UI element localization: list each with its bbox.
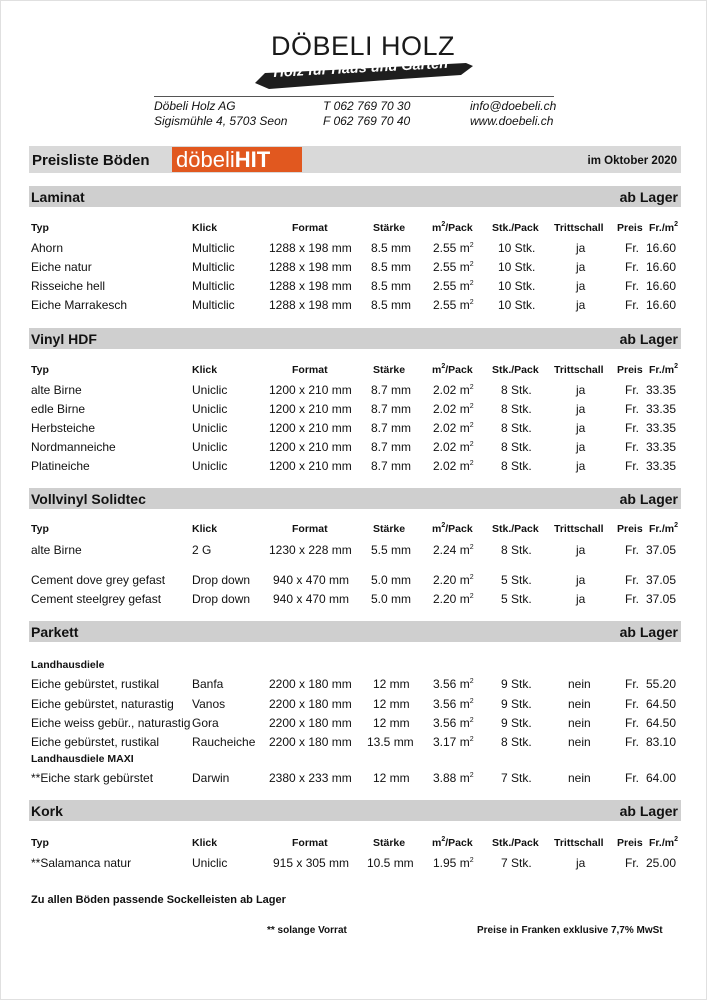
table-header-row	[1, 364, 707, 380]
cell-m2-pack: 1.95 $m^2$	[433, 856, 474, 870]
table-row	[1, 771, 707, 787]
cell-format: 940 x 470 mm	[273, 592, 350, 606]
cell-klick: Banfa	[192, 677, 224, 691]
cell-price: 16.60	[646, 241, 677, 255]
cell-currency: Fr.	[625, 402, 639, 416]
table-header-row	[1, 222, 707, 238]
cell-format: 1200 x 210 mm	[269, 383, 352, 397]
cell-format: 1200 x 210 mm	[269, 459, 352, 473]
cell-staerke: 5.0 mm	[371, 573, 412, 587]
header-fr-m2: $Fr./m^2$	[649, 836, 678, 849]
cell-currency: Fr.	[625, 298, 639, 312]
cell-m2-pack: 2.02 $m^2$	[433, 383, 474, 397]
cell-klick: Uniclic	[192, 402, 228, 416]
cell-price: 33.35	[646, 459, 677, 473]
cell-currency: Fr.	[625, 383, 639, 397]
cell-m2-pack: 2.02 $m^2$	[433, 402, 474, 416]
cell-stk-pack: 10 Stk.	[498, 241, 536, 255]
header-typ: Typ	[31, 837, 49, 849]
section-availability: ab Lager	[619, 491, 678, 507]
cell-klick: Multiclic	[192, 298, 235, 312]
cell-trittschall: ja	[576, 402, 586, 416]
cell-m2-pack: 2.02 $m^2$	[433, 440, 474, 454]
cell-currency: Fr.	[625, 771, 639, 785]
cell-klick: Uniclic	[192, 440, 228, 454]
section-availability: ab Lager	[619, 189, 678, 205]
cell-staerke: 8.5 mm	[371, 260, 412, 274]
cell-m2-pack: 3.56 $m^2$	[433, 677, 474, 691]
cell-trittschall: ja	[576, 241, 586, 255]
header-trittschall: Trittschall	[554, 523, 604, 535]
company-web: www.doebeli.ch	[470, 114, 554, 128]
cell-m2-pack: 2.55 $m^2$	[433, 279, 474, 293]
cell-klick: Drop down	[192, 573, 251, 587]
cell-trittschall: ja	[576, 298, 586, 312]
cell-m2-sup: 2	[469, 460, 474, 467]
cell-m2-sup: 2	[469, 574, 474, 581]
section-title: Parkett	[31, 624, 79, 640]
header-stk-pack: Stk./Pack	[492, 837, 539, 849]
cell-m2-pack: 3.17 $m^2$	[433, 735, 474, 749]
cell-stk-pack: 10 Stk.	[498, 279, 536, 293]
cell-format: 1288 x 198 mm	[269, 260, 352, 274]
cell-stk-pack: 8 Stk.	[501, 735, 532, 749]
cell-trittschall: ja	[576, 279, 586, 293]
cell-typ: edle Birne	[31, 402, 86, 416]
cell-m2-sup: 2	[469, 772, 474, 779]
hit-logo-word: HIT	[234, 147, 271, 172]
cell-m2-sup: 2	[469, 717, 474, 724]
cell-stk-pack: 9 Stk.	[501, 677, 532, 691]
header-fr-sup: 2	[674, 522, 678, 529]
cell-stk-pack: 9 Stk.	[501, 716, 532, 730]
cell-price: 33.35	[646, 440, 677, 454]
cell-typ: Eiche gebürstet, naturastig	[31, 697, 174, 711]
header-staerke: Stärke	[373, 364, 406, 376]
table-row	[1, 677, 707, 693]
cell-staerke: 8.7 mm	[371, 440, 412, 454]
header-fr-m2: $Fr./m^2$	[649, 363, 678, 376]
cell-klick: Multiclic	[192, 260, 235, 274]
cell-m2-sup: 2	[469, 261, 474, 268]
table-header-row	[1, 837, 707, 853]
cell-staerke: 8.5 mm	[371, 298, 412, 312]
header-preis: Preis	[617, 222, 643, 234]
footer-note-mwst: Preise in Franken exklusive 7,7% MwSt	[477, 925, 663, 936]
table-row	[1, 573, 707, 589]
cell-price: 37.05	[646, 592, 677, 606]
cell-stk-pack: 8 Stk.	[501, 543, 532, 557]
cell-typ: Nordmanneiche	[31, 440, 116, 454]
cell-trittschall: ja	[576, 421, 586, 435]
table-row	[1, 421, 707, 437]
cell-typ: **Salamanca natur	[31, 856, 132, 870]
cell-stk-pack: 5 Stk.	[501, 592, 532, 606]
table-row	[1, 459, 707, 475]
cell-format: 2200 x 180 mm	[269, 735, 352, 749]
table-row	[1, 383, 707, 399]
section-title: Vinyl HDF	[31, 331, 97, 347]
header-m2-pack: $m^2$/Pack	[432, 836, 473, 849]
cell-klick: Uniclic	[192, 856, 228, 870]
cell-typ: Ahorn	[31, 241, 64, 255]
header-typ: Typ	[31, 523, 49, 535]
cell-stk-pack: 10 Stk.	[498, 298, 536, 312]
cell-typ: Platineiche	[31, 459, 90, 473]
company-logo: DÖBELI HOLZ	[271, 31, 456, 61]
cell-price: 55.20	[646, 677, 677, 691]
cell-trittschall: ja	[576, 592, 586, 606]
cell-m2-sup: 2	[469, 736, 474, 743]
cell-klick: Multiclic	[192, 279, 235, 293]
cell-stk-pack: 5 Stk.	[501, 573, 532, 587]
company-tagline: Holz für Haus und Garten	[273, 55, 449, 81]
cell-format: 1288 x 198 mm	[269, 241, 352, 255]
cell-currency: Fr.	[625, 543, 639, 557]
cell-staerke: 8.7 mm	[371, 459, 412, 473]
cell-format: 940 x 470 mm	[273, 573, 350, 587]
cell-staerke: 8.7 mm	[371, 383, 412, 397]
cell-typ: Eiche natur	[31, 260, 92, 274]
cell-m2-pack: 3.56 $m^2$	[433, 716, 474, 730]
cell-m2-sup: 2	[469, 242, 474, 249]
doebeli-hit-logo	[172, 147, 302, 172]
subheading: Landhausdiele MAXI	[31, 753, 134, 765]
cell-m2-sup: 2	[469, 857, 474, 864]
cell-stk-pack: 8 Stk.	[501, 459, 532, 473]
cell-staerke: 8.5 mm	[371, 241, 412, 255]
header-staerke: Stärke	[373, 523, 406, 535]
cell-trittschall: nein	[568, 735, 591, 749]
cell-format: 2200 x 180 mm	[269, 677, 352, 691]
header-stk-pack: Stk./Pack	[492, 523, 539, 535]
header-m2-pack: $m^2$/Pack	[432, 221, 473, 234]
cell-format: 1288 x 198 mm	[269, 279, 352, 293]
header-m2-sup: 2	[441, 836, 446, 843]
cell-m2-pack: 2.02 $m^2$	[433, 459, 474, 473]
section-title: Laminat	[31, 189, 85, 205]
cell-typ: **Eiche stark gebürstet	[31, 771, 154, 785]
cell-staerke: 12 mm	[373, 716, 410, 730]
cell-currency: Fr.	[625, 241, 639, 255]
cell-staerke: 5.5 mm	[371, 543, 412, 557]
cell-klick: Raucheiche	[192, 735, 256, 749]
table-row	[1, 402, 707, 418]
cell-staerke: 12 mm	[373, 697, 410, 711]
cell-m2-sup: 2	[469, 280, 474, 287]
cell-trittschall: nein	[568, 771, 591, 785]
cell-stk-pack: 8 Stk.	[501, 402, 532, 416]
cell-currency: Fr.	[625, 440, 639, 454]
cell-klick: Vanos	[192, 697, 226, 711]
cell-typ: Herbsteiche	[31, 421, 96, 435]
cell-stk-pack: 7 Stk.	[501, 856, 532, 870]
cell-price: 16.60	[646, 298, 677, 312]
header-typ: Typ	[31, 364, 49, 376]
cell-currency: Fr.	[625, 856, 639, 870]
table-row	[1, 735, 707, 751]
cell-currency: Fr.	[625, 573, 639, 587]
cell-klick: Uniclic	[192, 383, 228, 397]
cell-trittschall: ja	[576, 260, 586, 274]
cell-trittschall: ja	[576, 856, 586, 870]
cell-currency: Fr.	[625, 421, 639, 435]
cell-price: 37.05	[646, 573, 677, 587]
cell-typ: Eiche weiss gebür., naturastig	[31, 716, 191, 730]
cell-price: 64.50	[646, 716, 677, 730]
cell-typ: alte Birne	[31, 543, 82, 557]
cell-price: 83.10	[646, 735, 677, 749]
cell-typ: Cement dove grey gefast	[31, 573, 166, 587]
header-fr-sup: 2	[674, 363, 678, 370]
cell-m2-pack: 2.55 $m^2$	[433, 298, 474, 312]
header-m2-sup: 2	[441, 363, 446, 370]
cell-m2-pack: 2.55 $m^2$	[433, 241, 474, 255]
cell-stk-pack: 8 Stk.	[501, 440, 532, 454]
cell-currency: Fr.	[625, 260, 639, 274]
cell-currency: Fr.	[625, 716, 639, 730]
cell-currency: Fr.	[625, 279, 639, 293]
cell-staerke: 10.5 mm	[367, 856, 414, 870]
section-bar-vollvinyl	[29, 488, 681, 509]
cell-trittschall: nein	[568, 677, 591, 691]
header-stk-pack: Stk./Pack	[492, 364, 539, 376]
cell-staerke: 12 mm	[373, 677, 410, 691]
cell-typ: Eiche gebürstet, rustikal	[31, 677, 160, 691]
footer-note-vorrat: ** solange Vorrat	[267, 925, 347, 936]
header-staerke: Stärke	[373, 837, 406, 849]
cell-trittschall: nein	[568, 697, 591, 711]
company-email: info@doebeli.ch	[470, 99, 557, 113]
cell-price: 37.05	[646, 543, 677, 557]
title-bar	[29, 146, 681, 173]
cell-stk-pack: 8 Stk.	[501, 383, 532, 397]
cell-m2-sup: 2	[469, 422, 474, 429]
header-klick: Klick	[192, 364, 218, 376]
cell-m2-sup: 2	[469, 678, 474, 685]
header-fr-sup: 2	[674, 221, 678, 228]
cell-m2-sup: 2	[469, 299, 474, 306]
company-phone: T 062 769 70 30	[323, 99, 411, 113]
cell-klick: Uniclic	[192, 421, 228, 435]
section-bar-kork	[29, 800, 681, 821]
section-bar-vinyl	[29, 328, 681, 349]
table-row	[1, 298, 707, 314]
header-fr-m2: $Fr./m^2$	[649, 522, 678, 535]
table-row	[1, 440, 707, 456]
cell-m2-pack: 2.24 $m^2$	[433, 543, 474, 557]
company-street: Sigismühle 4, 5703 Seon	[154, 114, 288, 128]
header-format: Format	[292, 364, 328, 376]
table-row	[1, 697, 707, 713]
header-m2-pack: $m^2$/Pack	[432, 363, 473, 376]
header-m2-pack: $m^2$/Pack	[432, 522, 473, 535]
cell-m2-sup: 2	[469, 698, 474, 705]
table-row	[1, 543, 707, 559]
cell-price: 16.60	[646, 260, 677, 274]
header-preis: Preis	[617, 523, 643, 535]
cell-currency: Fr.	[625, 697, 639, 711]
cell-m2-sup: 2	[469, 403, 474, 410]
section-availability: ab Lager	[619, 624, 678, 640]
cell-typ: Cement steelgrey gefast	[31, 592, 162, 606]
header-fr-m2: $Fr./m^2$	[649, 221, 678, 234]
header-format: Format	[292, 523, 328, 535]
cell-klick: Darwin	[192, 771, 230, 785]
cell-typ: Risseiche hell	[31, 279, 106, 293]
cell-typ: Eiche gebürstet, rustikal	[31, 735, 160, 749]
table-row	[1, 279, 707, 295]
cell-stk-pack: 10 Stk.	[498, 260, 536, 274]
cell-staerke: 5.0 mm	[371, 592, 412, 606]
company-fax: F 062 769 70 40	[323, 114, 411, 128]
cell-m2-pack: 2.02 $m^2$	[433, 421, 474, 435]
cell-stk-pack: 7 Stk.	[501, 771, 532, 785]
cell-format: 2380 x 233 mm	[269, 771, 352, 785]
cell-currency: Fr.	[625, 592, 639, 606]
cell-format: 1288 x 198 mm	[269, 298, 352, 312]
cell-stk-pack: 8 Stk.	[501, 421, 532, 435]
section-availability: ab Lager	[619, 803, 678, 819]
header-preis: Preis	[617, 364, 643, 376]
footer-note-sockelleisten: Zu allen Böden passende Sockelleisten ab Lager	[31, 894, 286, 906]
header-klick: Klick	[192, 837, 218, 849]
page-title: Preisliste Böden	[32, 152, 150, 169]
cell-m2-pack: 2.20 $m^2$	[433, 573, 474, 587]
cell-trittschall: nein	[568, 716, 591, 730]
header-m2-sup: 2	[441, 522, 446, 529]
header-stk-pack: Stk./Pack	[492, 222, 539, 234]
cell-m2-sup: 2	[469, 441, 474, 448]
cell-m2-sup: 2	[469, 384, 474, 391]
cell-format: 1200 x 210 mm	[269, 402, 352, 416]
cell-format: 1230 x 228 mm	[269, 543, 352, 557]
cell-staerke: 8.5 mm	[371, 279, 412, 293]
section-availability: ab Lager	[619, 331, 678, 347]
cell-trittschall: ja	[576, 573, 586, 587]
cell-currency: Fr.	[625, 677, 639, 691]
cell-trittschall: ja	[576, 440, 586, 454]
cell-format: 2200 x 180 mm	[269, 697, 352, 711]
cell-currency: Fr.	[625, 735, 639, 749]
table-row	[1, 241, 707, 257]
header-klick: Klick	[192, 523, 218, 535]
header-fr-sup: 2	[674, 836, 678, 843]
cell-staerke: 8.7 mm	[371, 402, 412, 416]
section-title: Vollvinyl Solidtec	[31, 491, 146, 507]
cell-klick: 2 G	[192, 543, 212, 557]
cell-m2-pack: 2.55 $m^2$	[433, 260, 474, 274]
table-row	[1, 716, 707, 732]
header-format: Format	[292, 837, 328, 849]
table-row	[1, 592, 707, 608]
table-row	[1, 260, 707, 276]
header-trittschall: Trittschall	[554, 364, 604, 376]
section-title: Kork	[31, 803, 63, 819]
price-list-date: im Oktober 2020	[587, 155, 677, 167]
header-klick: Klick	[192, 222, 218, 234]
cell-format: 915 x 305 mm	[273, 856, 350, 870]
cell-m2-sup: 2	[469, 544, 474, 551]
cell-price: 64.00	[646, 771, 677, 785]
cell-trittschall: ja	[576, 459, 586, 473]
cell-staerke: 13.5 mm	[367, 735, 414, 749]
cell-m2-pack: 2.20 $m^2$	[433, 592, 474, 606]
cell-price: 33.35	[646, 402, 677, 416]
cell-format: 1200 x 210 mm	[269, 421, 352, 435]
cell-format: 2200 x 180 mm	[269, 716, 352, 730]
cell-m2-sup: 2	[469, 593, 474, 600]
cell-currency: Fr.	[625, 459, 639, 473]
cell-price: 64.50	[646, 697, 677, 711]
table-header-row	[1, 523, 707, 539]
header-typ: Typ	[31, 222, 49, 234]
header-preis: Preis	[617, 837, 643, 849]
header-staerke: Stärke	[373, 222, 406, 234]
cell-stk-pack: 9 Stk.	[501, 697, 532, 711]
cell-format: 1200 x 210 mm	[269, 440, 352, 454]
cell-m2-pack: 3.56 $m^2$	[433, 697, 474, 711]
cell-staerke: 12 mm	[373, 771, 410, 785]
cell-price: 33.35	[646, 421, 677, 435]
cell-trittschall: ja	[576, 543, 586, 557]
cell-typ: alte Birne	[31, 383, 82, 397]
header-format: Format	[292, 222, 328, 234]
cell-price: 33.35	[646, 383, 677, 397]
cell-typ: Eiche Marrakesch	[31, 298, 128, 312]
table-row	[1, 856, 707, 872]
header-m2-sup: 2	[441, 221, 446, 228]
cell-price: 25.00	[646, 856, 677, 870]
subheading: Landhausdiele	[31, 659, 105, 671]
cell-staerke: 8.7 mm	[371, 421, 412, 435]
cell-trittschall: ja	[576, 383, 586, 397]
cell-price: 16.60	[646, 279, 677, 293]
cell-m2-pack: 3.88 $m^2$	[433, 771, 474, 785]
header-divider	[154, 96, 554, 97]
hit-logo-prefix: döbeli	[176, 147, 235, 172]
cell-klick: Uniclic	[192, 459, 228, 473]
header-trittschall: Trittschall	[554, 837, 604, 849]
cell-klick: Drop down	[192, 592, 251, 606]
company-name: Döbeli Holz AG	[154, 99, 236, 113]
section-bar-laminat	[29, 186, 681, 207]
cell-klick: Multiclic	[192, 241, 235, 255]
section-bar-parkett	[29, 621, 681, 642]
header-trittschall: Trittschall	[554, 222, 604, 234]
cell-klick: Gora	[192, 716, 219, 730]
